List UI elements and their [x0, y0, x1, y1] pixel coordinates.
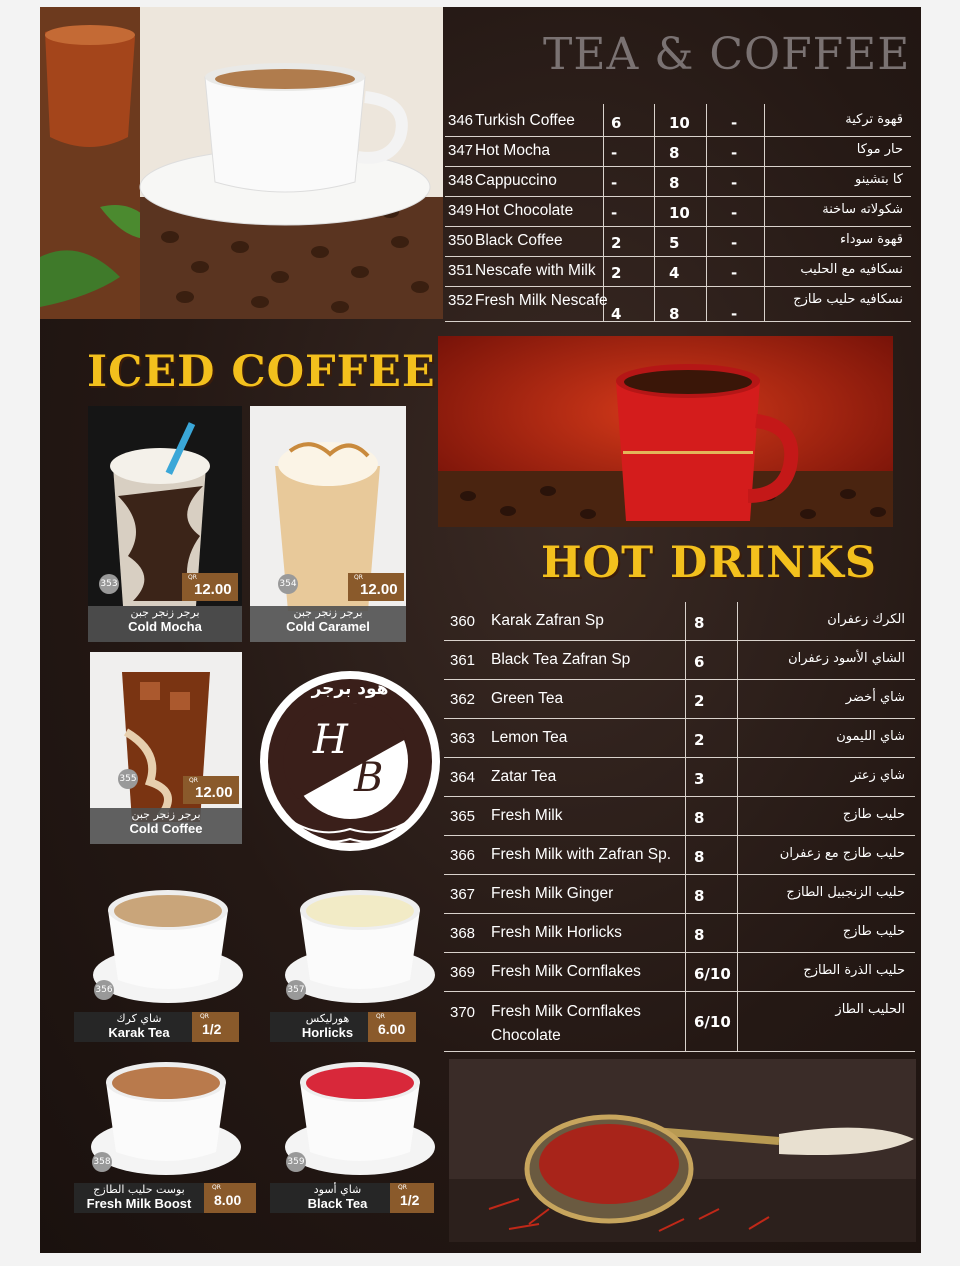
- restaurant-logo: [258, 669, 442, 853]
- item-number: 361: [450, 652, 476, 669]
- item-price: 8: [694, 848, 705, 866]
- item-price: 8: [694, 809, 705, 827]
- item-number: 360: [450, 613, 476, 630]
- item-number-badge: 359: [286, 1152, 306, 1172]
- table-row: [444, 992, 915, 1052]
- item-name: Turkish Coffee: [475, 112, 575, 129]
- table-row: [445, 106, 911, 137]
- item-price: 2: [694, 692, 705, 710]
- item-number: 346: [448, 112, 474, 129]
- item-name: Zatar Tea: [491, 768, 557, 785]
- item-name-arabic: شاي الليمون: [836, 729, 905, 744]
- item-name-arabic: نسكافيه حليب طازج: [793, 292, 903, 307]
- price-tag: [192, 1012, 239, 1042]
- price-medium: 8: [669, 174, 680, 192]
- price-large: -: [731, 174, 738, 192]
- item-number: 347: [448, 142, 474, 159]
- logo-letter-b: B: [354, 755, 384, 801]
- item-name: Hot Mocha: [475, 142, 550, 159]
- price-tag: [390, 1183, 434, 1213]
- horlicks-photo: [280, 880, 440, 1010]
- saffron-photo: [449, 1059, 916, 1242]
- table-row: [445, 136, 911, 167]
- item-name-arabic: حليب طازج: [842, 924, 905, 939]
- item-name: Black Tea Zafran Sp: [491, 651, 631, 668]
- karak-tea-label: [74, 1012, 239, 1042]
- item-label: [74, 1183, 204, 1211]
- currency-label: QR: [354, 574, 363, 581]
- black-tea-photo: [280, 1052, 440, 1182]
- price-value: 1/2: [400, 1192, 420, 1208]
- price-medium: 8: [669, 305, 680, 323]
- price-small: 4: [611, 305, 622, 323]
- item-number: 370: [450, 1004, 476, 1021]
- price-tag: [183, 776, 239, 804]
- item-name-arabic: شاي كرك: [116, 1012, 162, 1025]
- currency-label: QR: [212, 1184, 221, 1191]
- table-row: [445, 166, 911, 197]
- price-tag: [204, 1183, 256, 1213]
- tea-coffee-title: TEA & COFFEE: [543, 29, 911, 80]
- price-small: -: [611, 174, 618, 192]
- item-number: 349: [448, 202, 474, 219]
- item-name: Fresh Milk: [491, 807, 563, 824]
- price-value: 12.00: [360, 581, 398, 598]
- item-name: Hot Chocolate: [475, 202, 574, 219]
- item-number-badge: 355: [118, 769, 138, 789]
- item-name-arabic: حليب طازج مع زعفران: [779, 846, 905, 861]
- table-row: [445, 256, 911, 287]
- table-row: [444, 914, 915, 953]
- item-number-badge: 358: [92, 1152, 112, 1172]
- item-number-badge: 357: [286, 980, 306, 1000]
- item-name-arabic: حار موكا: [856, 142, 903, 157]
- item-number: 363: [450, 730, 476, 747]
- item-caption: [90, 808, 242, 844]
- price-small: 2: [611, 264, 622, 282]
- table-row: [445, 226, 911, 257]
- item-label: [74, 1012, 204, 1040]
- price-medium: 8: [669, 144, 680, 162]
- table-row: [444, 953, 915, 992]
- table-row: [444, 836, 915, 875]
- item-number: 362: [450, 691, 476, 708]
- item-price: 3: [694, 770, 705, 788]
- item-name: Fresh Milk Boost: [86, 1196, 192, 1211]
- price-large: -: [731, 264, 738, 282]
- item-name-arabic: بوست حليب الطازج: [93, 1183, 185, 1196]
- item-caption: [88, 606, 242, 642]
- item-name-arabic: برجر زنجر جبن: [293, 606, 363, 619]
- item-name-arabic: حليب طازج: [842, 807, 905, 822]
- fresh-milk-boost-photo: [86, 1052, 246, 1182]
- item-price: 8: [694, 614, 705, 632]
- price-value: 12.00: [195, 784, 233, 801]
- item-name-arabic: شكولاته ساخنة: [822, 202, 903, 217]
- item-price: 8: [694, 926, 705, 944]
- item-name-arabic: شاي أسود: [313, 1183, 362, 1196]
- item-number: 350: [448, 232, 474, 249]
- logo-letter-h: H: [313, 717, 348, 763]
- iced-item-card: [88, 406, 242, 642]
- table-row: [444, 797, 915, 836]
- coffee-cup-illustration: [40, 7, 443, 319]
- item-name: Fresh Milk Horlicks: [491, 924, 622, 941]
- item-name-arabic: هورليكس: [305, 1012, 350, 1025]
- item-number: 348: [448, 172, 474, 189]
- price-medium: 5: [669, 234, 680, 252]
- item-name: Cold Mocha: [128, 619, 202, 634]
- item-number-badge: 353: [99, 574, 119, 594]
- item-name: Cold Caramel: [286, 619, 370, 634]
- logo-arabic-text: هود برجر: [311, 679, 389, 699]
- menu-board: [40, 7, 921, 1253]
- iced-item-card: [90, 652, 242, 844]
- price-tag: [182, 573, 238, 601]
- fresh-milk-boost-label: [74, 1183, 256, 1213]
- price-small: -: [611, 144, 618, 162]
- item-name-arabic: شاي أخضر: [845, 690, 905, 705]
- coffee-cup-photo: [40, 7, 443, 319]
- price-large: -: [731, 234, 738, 252]
- table-row: [444, 875, 915, 914]
- item-name: Cappuccino: [475, 172, 557, 189]
- table-row: [444, 719, 915, 758]
- item-name: Fresh Milk Cornflakes: [491, 963, 641, 980]
- item-number: 366: [450, 847, 476, 864]
- currency-label: QR: [376, 1013, 385, 1020]
- currency-label: QR: [398, 1184, 407, 1191]
- price-small: -: [611, 204, 618, 222]
- price-medium: 4: [669, 264, 680, 282]
- hot-drinks-title: HOT DRINKS: [541, 538, 877, 588]
- item-name-arabic: الكرك زعفران: [827, 612, 905, 627]
- item-name: Lemon Tea: [491, 729, 568, 746]
- saffron-illustration: [449, 1059, 916, 1242]
- item-name-arabic: شاي زعتر: [850, 768, 905, 783]
- red-mug-illustration: [438, 336, 893, 527]
- item-price: 2: [694, 731, 705, 749]
- black-tea-label: [270, 1183, 434, 1213]
- price-value: 6.00: [378, 1021, 406, 1037]
- item-name: Black Tea: [307, 1196, 368, 1211]
- price-large: -: [731, 305, 738, 323]
- item-name: Nescafe with Milk: [475, 262, 596, 279]
- price-large: -: [731, 144, 738, 162]
- item-name: Black Coffee: [475, 232, 563, 249]
- price-medium: 10: [669, 114, 690, 132]
- item-name-arabic: حليب الذرة الطازج: [803, 963, 905, 978]
- table-row: [444, 758, 915, 797]
- item-name-arabic: نسكافيه مع الحليب: [800, 262, 903, 277]
- item-name-arabic: برجر زنجر جبن: [130, 606, 200, 619]
- price-large: -: [731, 204, 738, 222]
- item-name: Karak Zafran Sp: [491, 612, 604, 629]
- item-label: [270, 1183, 405, 1211]
- currency-label: QR: [188, 574, 197, 581]
- price-small: 6: [611, 114, 622, 132]
- item-number: 368: [450, 925, 476, 942]
- price-value: 12.00: [194, 581, 232, 598]
- item-caption: [250, 606, 406, 642]
- item-number: 369: [450, 964, 476, 981]
- item-name: Fresh Milk Nescafe: [475, 292, 608, 309]
- item-name-arabic: كا بتشينو: [855, 172, 903, 187]
- table-row: [444, 602, 915, 641]
- item-name-arabic: حليب الزنجبيل الطازج: [786, 885, 905, 900]
- price-value: 8.00: [214, 1192, 242, 1208]
- item-name-arabic: برجر زنجر جبن: [131, 808, 201, 821]
- item-number: 352: [448, 292, 474, 309]
- item-price: 6/10: [694, 1013, 731, 1031]
- item-name-arabic: الشاي الأسود زعفران: [788, 651, 905, 666]
- currency-label: QR: [200, 1013, 209, 1020]
- item-price: 6/10: [694, 965, 731, 983]
- karak-tea-photo: [88, 880, 248, 1010]
- price-medium: 10: [669, 204, 690, 222]
- iced-coffee-title: ICED COFFEE: [87, 347, 436, 397]
- price-small: 2: [611, 234, 622, 252]
- item-name: Green Tea: [491, 690, 564, 707]
- item-name: Fresh Milk with Zafran Sp.: [491, 846, 672, 863]
- price-tag: [368, 1012, 416, 1042]
- table-row: [445, 196, 911, 227]
- table-row: [445, 286, 911, 322]
- item-price: 6: [694, 653, 705, 671]
- item-name-arabic: قهوة سوداء: [840, 232, 903, 247]
- item-number: 367: [450, 886, 476, 903]
- item-number-badge: 354: [278, 574, 298, 594]
- iced-item-card: [250, 406, 406, 642]
- price-value: 1/2: [202, 1021, 222, 1037]
- item-name: Fresh Milk Cornflakes Chocolate: [491, 1003, 641, 1044]
- table-row: [444, 680, 915, 719]
- item-name: Karak Tea: [108, 1025, 170, 1040]
- item-number: 351: [448, 262, 474, 279]
- item-name-arabic: الحليب الطاز: [835, 1002, 905, 1017]
- red-mug-photo: [438, 336, 893, 527]
- price-tag: [348, 573, 404, 601]
- table-row: [444, 641, 915, 680]
- item-name: Cold Coffee: [129, 821, 203, 836]
- item-name: Fresh Milk Ginger: [491, 885, 614, 902]
- item-number: 364: [450, 769, 476, 786]
- price-large: -: [731, 114, 738, 132]
- horlicks-label: [270, 1012, 416, 1042]
- item-number-badge: 356: [94, 980, 114, 1000]
- item-name-arabic: قهوة تركية: [845, 112, 903, 127]
- item-name: Horlicks: [301, 1025, 354, 1040]
- item-price: 8: [694, 887, 705, 905]
- item-number: 365: [450, 808, 476, 825]
- currency-label: QR: [189, 777, 198, 784]
